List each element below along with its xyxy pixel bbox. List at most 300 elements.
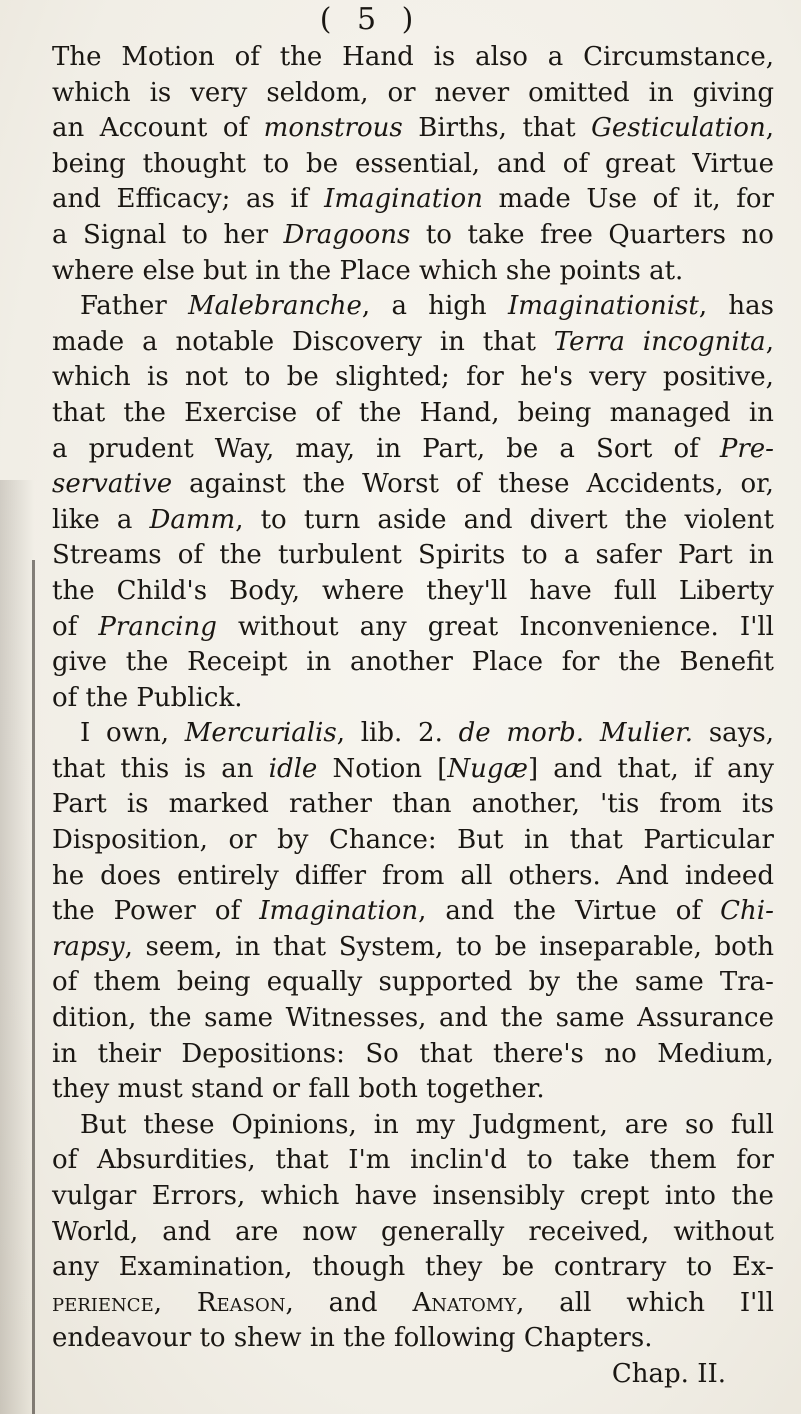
word: prudent	[88, 433, 194, 464]
word: is	[184, 753, 207, 784]
word: of	[652, 184, 678, 215]
word: very	[589, 362, 647, 393]
word: they	[52, 1074, 110, 1105]
word: an	[221, 753, 254, 784]
word: seldom,	[266, 77, 369, 108]
word: by	[277, 825, 309, 856]
word: where	[52, 255, 135, 286]
word: all	[460, 860, 493, 891]
word: it,	[693, 184, 721, 215]
word: Imagination,	[259, 896, 427, 927]
text-line	[52, 432, 774, 468]
italic-text: Nugæ	[447, 753, 528, 784]
word	[98, 610, 216, 646]
text-line	[52, 538, 774, 574]
word: the	[125, 647, 169, 678]
word: and	[496, 148, 546, 179]
word: is	[147, 362, 169, 393]
word: like	[52, 504, 100, 535]
word: But	[80, 1109, 127, 1140]
italic-text: Imagination	[324, 184, 483, 215]
text-line	[52, 1250, 774, 1286]
word: must	[117, 1074, 183, 1105]
paragraph-start-line	[52, 716, 774, 752]
word: its	[741, 789, 774, 820]
italic-text: Chi-	[720, 896, 774, 927]
word: Circumstance,	[583, 42, 774, 72]
word: turn	[303, 504, 361, 535]
word: there's	[492, 1038, 584, 1069]
word: Virtue	[575, 896, 657, 927]
word: another	[350, 647, 453, 678]
word: entirely	[177, 860, 279, 891]
word: he's	[520, 362, 573, 393]
word: the	[358, 397, 402, 428]
word: others.	[508, 860, 601, 891]
word: and	[445, 896, 495, 927]
word: full	[730, 1109, 774, 1140]
word: than	[392, 789, 452, 820]
word: Assurance	[637, 1003, 774, 1034]
word: them	[649, 1145, 717, 1176]
word: [Nugæ]	[437, 753, 539, 784]
word: turbulent	[277, 540, 402, 571]
word: any	[52, 1252, 99, 1283]
word: made	[498, 184, 571, 215]
word: high	[428, 291, 487, 322]
word: Imaginationist,	[507, 291, 708, 322]
word: Depositions:	[181, 1038, 345, 1069]
word: Judgment,	[471, 1109, 608, 1140]
word: and	[439, 1003, 488, 1034]
word: both	[714, 931, 774, 962]
word: giving	[692, 77, 774, 108]
word: are	[624, 1109, 669, 1140]
word: inclin'd	[410, 1145, 507, 1176]
word	[324, 182, 483, 218]
word: Liberty	[678, 575, 774, 606]
word: without	[237, 611, 339, 642]
word: now	[302, 1216, 357, 1247]
word: Part	[52, 789, 107, 820]
word: Chap.	[611, 1358, 689, 1389]
word: to	[181, 219, 208, 250]
text-line	[52, 1215, 774, 1251]
word: in	[376, 433, 402, 464]
word: a	[142, 326, 158, 357]
word: Disposition,	[52, 825, 208, 856]
word: have	[354, 1181, 418, 1211]
word: the	[123, 397, 166, 428]
word: has	[728, 291, 774, 322]
word: the	[624, 504, 668, 535]
word: and	[162, 1216, 212, 1247]
word: a	[563, 540, 580, 571]
word: dition,	[52, 1003, 137, 1034]
word: if	[290, 184, 309, 215]
word: to	[521, 540, 548, 571]
word: the	[279, 42, 323, 72]
word: and	[553, 753, 603, 784]
word: and	[328, 1287, 378, 1318]
word: of	[222, 113, 249, 144]
word: from	[659, 789, 722, 820]
word: rather	[289, 789, 372, 820]
italic-text: de	[458, 718, 491, 749]
word: of	[673, 433, 699, 464]
word: of	[562, 148, 589, 179]
word: their	[97, 1038, 161, 1069]
word: be	[494, 931, 527, 962]
word: Hand,	[419, 397, 500, 428]
word: in	[306, 647, 332, 678]
text-line	[52, 823, 774, 859]
word: which	[419, 255, 498, 286]
word: 2.	[418, 718, 443, 749]
text-line	[52, 254, 774, 290]
word: and	[52, 184, 101, 215]
word: that	[275, 1145, 329, 1176]
word: the	[513, 896, 556, 927]
word: they	[425, 1252, 483, 1283]
word: of	[315, 397, 341, 428]
word: Father	[80, 291, 167, 322]
word: by	[528, 967, 560, 998]
word: Way,	[214, 433, 275, 464]
word: divert	[529, 504, 608, 535]
text-line	[52, 503, 774, 539]
text-line	[52, 787, 774, 823]
word: of	[52, 682, 78, 713]
binding-shadow	[0, 480, 34, 1414]
word: great	[427, 611, 499, 642]
word: Reason,	[197, 1286, 294, 1322]
word: Malebranche,	[188, 291, 371, 322]
word: she	[505, 255, 552, 286]
text-line	[52, 894, 774, 930]
word: Inconvenience.	[519, 611, 719, 642]
word: which	[260, 1181, 340, 1211]
small-caps-text: Reason	[196, 1287, 286, 1318]
word: full	[613, 575, 657, 606]
word: a	[391, 291, 407, 322]
word: same	[555, 1003, 625, 1034]
word: Power	[113, 896, 196, 927]
text-line	[52, 859, 774, 895]
text-line	[52, 645, 774, 681]
word: managed	[609, 397, 731, 428]
word: or	[271, 1074, 301, 1105]
word	[506, 716, 584, 752]
text-line	[52, 1286, 774, 1322]
word: is	[433, 42, 456, 72]
word: Sort	[596, 433, 653, 464]
word: stand	[191, 1074, 264, 1105]
word: to	[455, 931, 483, 962]
word: to	[260, 504, 287, 535]
word: never	[434, 77, 510, 108]
word: be	[286, 362, 319, 393]
italic-text: morb.	[506, 718, 585, 749]
word: into	[664, 1181, 716, 1211]
catchword	[52, 1357, 774, 1393]
text-line	[52, 218, 774, 254]
text-line	[52, 467, 774, 503]
word: Gesticulation,	[591, 113, 774, 144]
word: both	[358, 1074, 418, 1105]
word: a	[52, 219, 68, 250]
word: So	[365, 1038, 399, 1069]
italic-text: Mulier.	[599, 718, 694, 749]
word: Part,	[422, 433, 486, 464]
word: made	[52, 326, 125, 357]
word: a	[547, 42, 564, 72]
word	[720, 894, 774, 930]
word: safer	[595, 540, 662, 571]
word: the	[731, 1181, 774, 1211]
word: 'tis	[600, 789, 640, 820]
text-line	[52, 1143, 774, 1179]
word: Exercise	[184, 397, 298, 428]
word: if	[693, 753, 712, 784]
word: shew	[233, 1323, 302, 1354]
italic-text: Pre-	[719, 433, 774, 464]
word: at.	[649, 255, 684, 286]
word: be	[306, 148, 339, 179]
italic-text: Terra	[553, 326, 625, 357]
word: to	[425, 219, 452, 250]
page-number: ( 5 )	[319, 2, 422, 37]
word	[284, 218, 411, 254]
word: have	[529, 575, 592, 606]
text-line	[52, 111, 774, 147]
text-line	[52, 76, 774, 112]
word: is	[149, 77, 172, 108]
word: they'll	[426, 575, 508, 606]
word: in	[748, 540, 774, 571]
word: of	[52, 1145, 78, 1176]
word: Particular	[643, 825, 774, 856]
word: the	[52, 896, 95, 927]
text-line	[52, 1179, 774, 1215]
word: that	[52, 753, 106, 784]
word: for	[736, 1145, 774, 1176]
word: following	[394, 1323, 516, 1354]
word: a	[116, 504, 133, 535]
text-line	[52, 1321, 774, 1357]
word: being	[52, 148, 126, 179]
text-line	[52, 681, 774, 717]
word	[600, 716, 693, 752]
text-line	[52, 360, 774, 396]
text-line	[52, 752, 774, 788]
word: the	[500, 1003, 544, 1034]
word: insensibly	[432, 1181, 565, 1211]
text-line	[52, 574, 774, 610]
word: to	[199, 1323, 226, 1354]
word: perience,	[52, 1286, 162, 1322]
word: the	[343, 1323, 386, 1354]
word: to	[686, 1252, 713, 1283]
word: rapsy,	[52, 931, 133, 962]
word: the	[288, 255, 332, 286]
word: and	[463, 504, 513, 535]
word: Notion	[332, 753, 423, 784]
word: to	[526, 1145, 553, 1176]
word: I'll	[739, 1287, 774, 1318]
italic-text: Mercurialis	[184, 718, 337, 749]
word: the	[85, 682, 129, 713]
word: my	[415, 1109, 455, 1140]
word: to	[263, 148, 290, 179]
word: in	[235, 931, 261, 962]
word: from	[382, 860, 445, 891]
word: Accidents,	[586, 469, 724, 500]
word: Tra-	[719, 967, 774, 998]
word: any	[727, 753, 774, 784]
word: slighted;	[335, 362, 450, 393]
word: does	[100, 860, 162, 891]
word: an	[52, 113, 85, 144]
text-line	[52, 610, 774, 646]
word: inseparable,	[539, 931, 702, 962]
word: be	[502, 1252, 535, 1283]
word: contrary	[553, 1252, 667, 1283]
word: or	[387, 77, 416, 108]
word: for	[466, 362, 504, 393]
word	[720, 432, 774, 468]
word: these	[498, 469, 570, 500]
word: Signal	[83, 219, 167, 250]
text-line	[52, 930, 774, 966]
word: Virtue	[692, 148, 774, 179]
word: her	[223, 219, 269, 250]
word: in	[439, 326, 465, 357]
word: very	[190, 77, 248, 108]
word: the	[302, 469, 346, 500]
word: Discovery	[292, 326, 422, 357]
word: no	[604, 1038, 637, 1069]
word: aside	[377, 504, 447, 535]
word: the	[576, 967, 619, 998]
small-caps-text: perience	[52, 1287, 154, 1318]
word: Hand	[342, 42, 414, 72]
word: Motion	[121, 42, 215, 72]
text-line	[52, 40, 774, 76]
word: is	[126, 789, 149, 820]
word: in	[748, 397, 774, 428]
word: that	[482, 326, 536, 357]
word: are	[235, 1216, 279, 1247]
word: take	[572, 1145, 630, 1176]
word: Absurdities,	[97, 1145, 256, 1176]
body-text	[52, 40, 774, 1393]
word: Quarters	[608, 219, 726, 250]
word: Opinions,	[231, 1109, 357, 1140]
word: another,	[471, 789, 580, 820]
word: against	[189, 469, 286, 500]
word: Part	[677, 540, 733, 571]
word: in	[373, 1109, 399, 1140]
word: in	[524, 825, 550, 856]
word: Use	[586, 184, 638, 215]
word: of	[52, 967, 78, 998]
word: Anatomy,	[412, 1286, 524, 1322]
word: of	[455, 469, 482, 500]
word: And	[616, 860, 669, 891]
word: System,	[338, 931, 444, 962]
word: else	[142, 255, 195, 286]
text-line	[52, 325, 774, 361]
word: in	[52, 1038, 78, 1069]
italic-text: Dragoons	[283, 219, 411, 250]
word: points	[559, 255, 641, 286]
word: Mercurialis,	[184, 718, 345, 749]
word: for	[561, 647, 600, 678]
text-line	[52, 1072, 774, 1108]
word: the	[148, 1003, 192, 1034]
word: generally	[380, 1216, 505, 1247]
word: violent	[684, 504, 774, 535]
word: Spirits	[418, 540, 506, 571]
word: may,	[295, 433, 355, 464]
word: together.	[426, 1074, 545, 1105]
word: also	[475, 42, 528, 72]
word	[554, 325, 625, 361]
word: great	[605, 148, 676, 179]
italic-text: Gesticulation	[591, 113, 766, 144]
word: the	[52, 575, 95, 606]
word: that,	[617, 753, 679, 784]
italic-text: Damm	[149, 504, 236, 535]
italic-text: servative	[52, 469, 173, 500]
text-line	[52, 147, 774, 183]
word: them	[93, 967, 161, 998]
word: being	[176, 967, 251, 998]
word: that	[419, 1038, 473, 1069]
word: same	[634, 967, 704, 998]
word: that	[569, 825, 623, 856]
word: or,	[740, 469, 774, 500]
word: which	[626, 1287, 705, 1318]
word: be	[506, 433, 539, 464]
word: not	[185, 362, 228, 393]
italic-text: Imagination	[259, 896, 419, 927]
word: crept	[579, 1181, 650, 1211]
italic-text: monstrous	[263, 113, 403, 144]
word: omitted	[528, 77, 630, 108]
word: Births,	[418, 113, 507, 144]
word: Witnesses,	[285, 1003, 427, 1034]
word: But	[457, 825, 504, 856]
word	[52, 467, 172, 503]
word: of	[177, 540, 204, 571]
word: Damm,	[149, 504, 244, 535]
word: without	[673, 1216, 774, 1247]
word: free	[540, 219, 593, 250]
word: lib.	[360, 718, 403, 749]
word: give	[52, 647, 108, 678]
text-line	[52, 1001, 774, 1037]
word: Benefit	[679, 647, 774, 678]
text-line	[52, 1037, 774, 1073]
word: which	[52, 77, 131, 108]
word: indeed	[684, 860, 774, 891]
word: marked	[168, 789, 269, 820]
italic-text: idle	[268, 753, 318, 784]
italic-text: rapsy	[52, 931, 125, 962]
word: that	[52, 397, 106, 428]
